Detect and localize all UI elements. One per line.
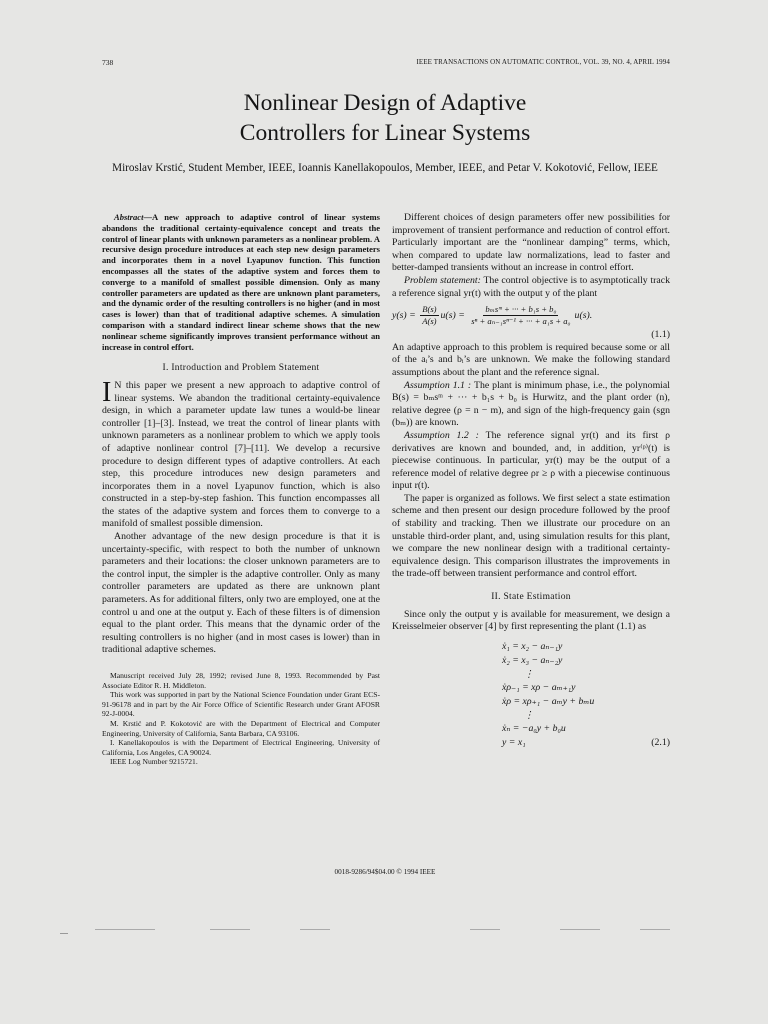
footnote: This work was supported in part by the National Science Foundation under Grant ECS-91-96178 and in part by the Air Force Office of Scientific Research under Grant AFOSR 92-J-0004. [102, 690, 380, 719]
abstract-label: Abstract [114, 212, 144, 222]
fraction-denominator: sⁿ + aₙ₋₁sⁿ⁻¹ + ··· + a₁s + a₀ [471, 316, 571, 327]
scan-mark [60, 933, 68, 934]
abstract [102, 212, 380, 352]
right-paragraph-4: Since only the output y is available for measurement, we design a Kreisselmeier observer [4] by first representing the plant (1.1) as [392, 608, 670, 633]
footnotes [102, 671, 380, 767]
right-paragraph-2: An adaptive approach to this problem is required because some or all of the aᵢ’s and bᵢ’s are unknown. We make the following standard assumptions about the plant and the reference signal. [392, 341, 670, 378]
system-equation: y = x₁ [502, 736, 526, 748]
vertical-ellipsis: ⋮ [524, 709, 534, 721]
system-equation: ẋρ₋₁ = xρ − aₘ₊₁y [502, 681, 576, 693]
footnote: Manuscript received July 28, 1992; revised June 8, 1993. Recommended by Past Associate Editor R. H. Middleton. [102, 671, 380, 690]
vertical-ellipsis: ⋮ [524, 668, 534, 680]
problem-statement [392, 275, 670, 300]
problem-statement-text: The control objective is to asymptotically track a reference signal yr(t) with the output y of the plant [392, 274, 670, 299]
right-paragraph-3: The paper is organized as follows. We first select a state estimation scheme and then present our design procedure followed by the proof of stability and tracking. Then we illustrate our procedure on an unstable third-order plant, and, using simulation results for this plant, we compare the new nonlinear design with a traditional certainty-equivalence design. This comparison illustrates the improvements in the trade-off between transient performance and control effort. [392, 492, 670, 580]
scan-mark [300, 929, 330, 930]
equation-2-1 [502, 640, 670, 750]
assumption-1-1 [392, 380, 670, 430]
section-heading-intro: I. Introduction and Problem Statement [162, 363, 320, 374]
equation-number-2-1: (2.1) [651, 736, 670, 748]
system-equation: ẋρ = xρ₊₁ − aₘy + bₘu [502, 695, 595, 707]
scan-mark [95, 929, 155, 930]
title-line-1: Nonlinear Design of Adaptive [243, 90, 527, 116]
assumption-label: Assumption 1.1 : [404, 379, 472, 391]
equation-number-1-1: (1.1) [651, 329, 670, 341]
system-equation: ẋ₁ = x₂ − aₙ₋₁y [502, 640, 563, 652]
fraction-b-over-a [420, 304, 438, 327]
section-heading-state-estimation: II. State Estimation [491, 592, 571, 603]
equation-1-1 [392, 304, 670, 327]
scan-mark [470, 929, 500, 930]
scan-mark [560, 929, 600, 930]
left-column [102, 212, 380, 767]
author-list: Miroslav Krstić, Student Member, IEEE, Ioannis Kanellakopoulos, Member, IEEE, and Petar V. Kokotović, Fellow, IEEE [112, 162, 658, 174]
fraction-numerator: bₘsᵐ + ··· + b₁s + b₀ [485, 304, 557, 315]
right-paragraph-1: Different choices of design parameters offer new possibilities for improvement of transient performance and reduction of control effort. Particularly important are the “nonlinear damping” terms, which, when compared to update law normalizations, lead to faster and better-damped transients without an increase in control effort. [392, 212, 670, 274]
abstract-text: —A new approach to adaptive control of linear systems abandons the traditional certainty-equivalence concept and treats the control of linear plants with unknown parameters as a nonlinear problem. A recursive design procedure introduces at each step new design parameters and incorporates them in a novel Lyapunov function. This function encompasses all the states of the adaptive system and forces them to converge to a manifold of smallest possible dimension. Only as many controller parameters are updated as there are unknown plant parameters, and the dynamic order of the resulting controllers is no higher (and in most cases is lower) than that of traditional adaptive schemes. A simulation comparison with a standard indirect linear scheme shows that the new nonlinear scheme significantly improves transient performance without an increase in control effort. [102, 212, 380, 352]
scan-mark [210, 929, 250, 930]
equation-text: u(s) = [440, 309, 468, 321]
equation-text: u(s). [574, 309, 593, 321]
drop-cap: I [102, 376, 112, 408]
assumption-text: The reference signal yr(t) and its first ρ derivatives are known and bounded, and, in addition, yr⁽ᵖ⁾(t) is piecewise continuous. In particular, yr(t) may be the output of a reference model of relative degree ρr ≥ ρ with a piecewise continuous input r(t). [392, 429, 670, 492]
intro-paragraph-2: Another advantage of the new design procedure is that it is uncertainty-specific, with respect to both the number of unknown parameters and their locations: the closer unknown parameters are to the control input, the simpler is the adaptive controller. Only as many controller parameters are updated as there are unknown plant parameters. As for additional filters, only two are employed, one at the control u and one at the output y. Each of these filters is of dimension equal to the plant order. This means that the dynamic order of the resulting controllers is no higher (and in most cases is lower) than in traditional adaptive schemes. [102, 531, 380, 656]
system-equation: ẋ₂ = x₃ − aₙ₋₂y [502, 654, 563, 666]
system-equation: ẋₙ = −a₀y + b₀u [502, 722, 566, 734]
intro-paragraph-1 [102, 376, 380, 531]
footnote: I. Kanellakopoulos is with the Department of Electrical Engineering, University of California, Los Angeles, CA 90024. [102, 738, 380, 757]
assumption-1-2 [392, 430, 670, 493]
scan-mark [640, 929, 670, 930]
fraction-polynomial [469, 304, 572, 327]
copyright-line: 0018-9286/94$04.00 © 1994 IEEE [334, 868, 436, 876]
journal-header: IEEE TRANSACTIONS ON AUTOMATIC CONTROL, VOL. 39, NO. 4, APRIL 1994 [416, 58, 670, 66]
assumption-text: The plant is minimum phase, i.e., the polynomial B(s) = bₘsᵐ + ··· + b₁s + b₀ is Hurwitz, and the plant order (n), relative degree (ρ = n − m), and sign of the high-frequency gain (sgn (bₘ)) are known. [392, 379, 670, 429]
fraction-numerator: B(s) [422, 304, 437, 315]
problem-statement-label: Problem statement: [404, 274, 481, 286]
intro-paragraph-1-text: N this paper we present a new approach to adaptive control of linear systems. We abandon the traditional certainty-equivalence design, in which a parameter update law tunes a would-be linear controller [1]–[3]. Instead, we treat the control of linear plants with unknown parameters as a nonlinear problem to which we apply tools of adaptive nonlinear control [7]–[11]. We develop a recursive procedure to design different types of adaptive controllers. At each step, this procedure introduces new design parameters and incorporates them in a novel Lyapunov function, which is also constructed in a step-by-step fashion. This function encompasses all the states of the adaptive system and forces them to converge to a manifold of smallest possible dimension. [102, 379, 380, 530]
footnote: M. Krstić and P. Kokotović are with the Department of Electrical and Computer Engineering, University of California, Santa Barbara, CA 93106. [102, 718, 380, 738]
footnote: IEEE Log Number 9215721. [110, 757, 198, 767]
paper-title [100, 88, 670, 148]
assumption-label: Assumption 1.2 : [404, 429, 479, 441]
equation-text: y(s) = [392, 309, 419, 321]
right-column [392, 212, 670, 750]
page-number: 738 [102, 58, 114, 67]
title-line-2: Controllers for Linear Systems [239, 120, 531, 146]
fraction-denominator: A(s) [422, 316, 437, 327]
